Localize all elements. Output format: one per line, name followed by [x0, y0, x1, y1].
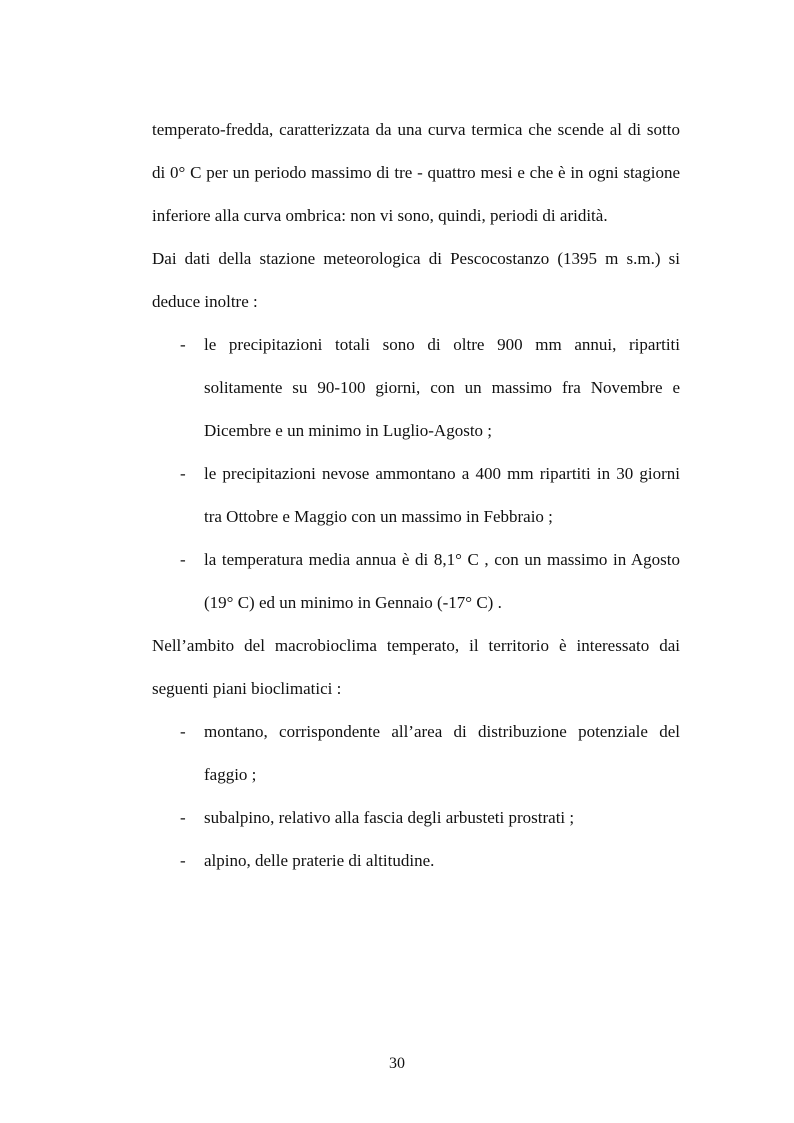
paragraph-bioclimatic-intro: Nell’ambito del macrobioclima temperato, il territorio è interessato dai seguenti piani bioclimatici :: [152, 636, 680, 698]
body-text: [152, 108, 680, 882]
bullet-dash: -: [180, 851, 186, 870]
climate-data-list: [152, 323, 680, 624]
bullet-dash: -: [180, 550, 186, 569]
bioclimatic-belts-list: [152, 710, 680, 882]
list-item: [152, 323, 680, 452]
list-item: [152, 710, 680, 796]
list-item: [152, 796, 680, 839]
list-item-text: la temperatura media annua è di 8,1° C , con un massimo in Agosto (19° C) ed un minimo in Gennaio (-17° C) .: [204, 550, 680, 612]
bullet-dash: -: [180, 722, 186, 741]
paragraph-climate-description: temperato-fredda, caratterizzata da una curva termica che scende al di sotto di 0° C per un periodo massimo di tre - quattro mesi e che è in ogni stagione inferiore alla curva ombrica: non vi sono, quindi, periodi di aridità.: [152, 120, 680, 225]
list-item: [152, 839, 680, 882]
list-item: [152, 452, 680, 538]
list-item-text: le precipitazioni totali sono di oltre 900 mm annui, ripartiti solitamente su 90-100 giorni, con un massimo fra Novembre e Dicembre e un minimo in Luglio-Agosto ;: [204, 335, 680, 440]
list-item-text: subalpino, relativo alla fascia degli arbusteti prostrati ;: [204, 808, 575, 827]
paragraph-station-data-intro: Dai dati della stazione meteorologica di Pescocostanzo (1395 m s.m.) si deduce inoltre :: [152, 249, 680, 311]
list-item-text: le precipitazioni nevose ammontano a 400 mm ripartiti in 30 giorni tra Ottobre e Maggio con un massimo in Febbraio ;: [204, 464, 680, 526]
list-item-text: montano, corrispondente all’area di distribuzione potenziale del faggio ;: [204, 722, 680, 784]
list-item: [152, 538, 680, 624]
bullet-dash: -: [180, 808, 186, 827]
bullet-dash: -: [180, 464, 186, 483]
page-number: 30: [389, 1055, 405, 1072]
list-item-text: alpino, delle praterie di altitudine.: [204, 851, 435, 870]
bullet-dash: -: [180, 335, 186, 354]
